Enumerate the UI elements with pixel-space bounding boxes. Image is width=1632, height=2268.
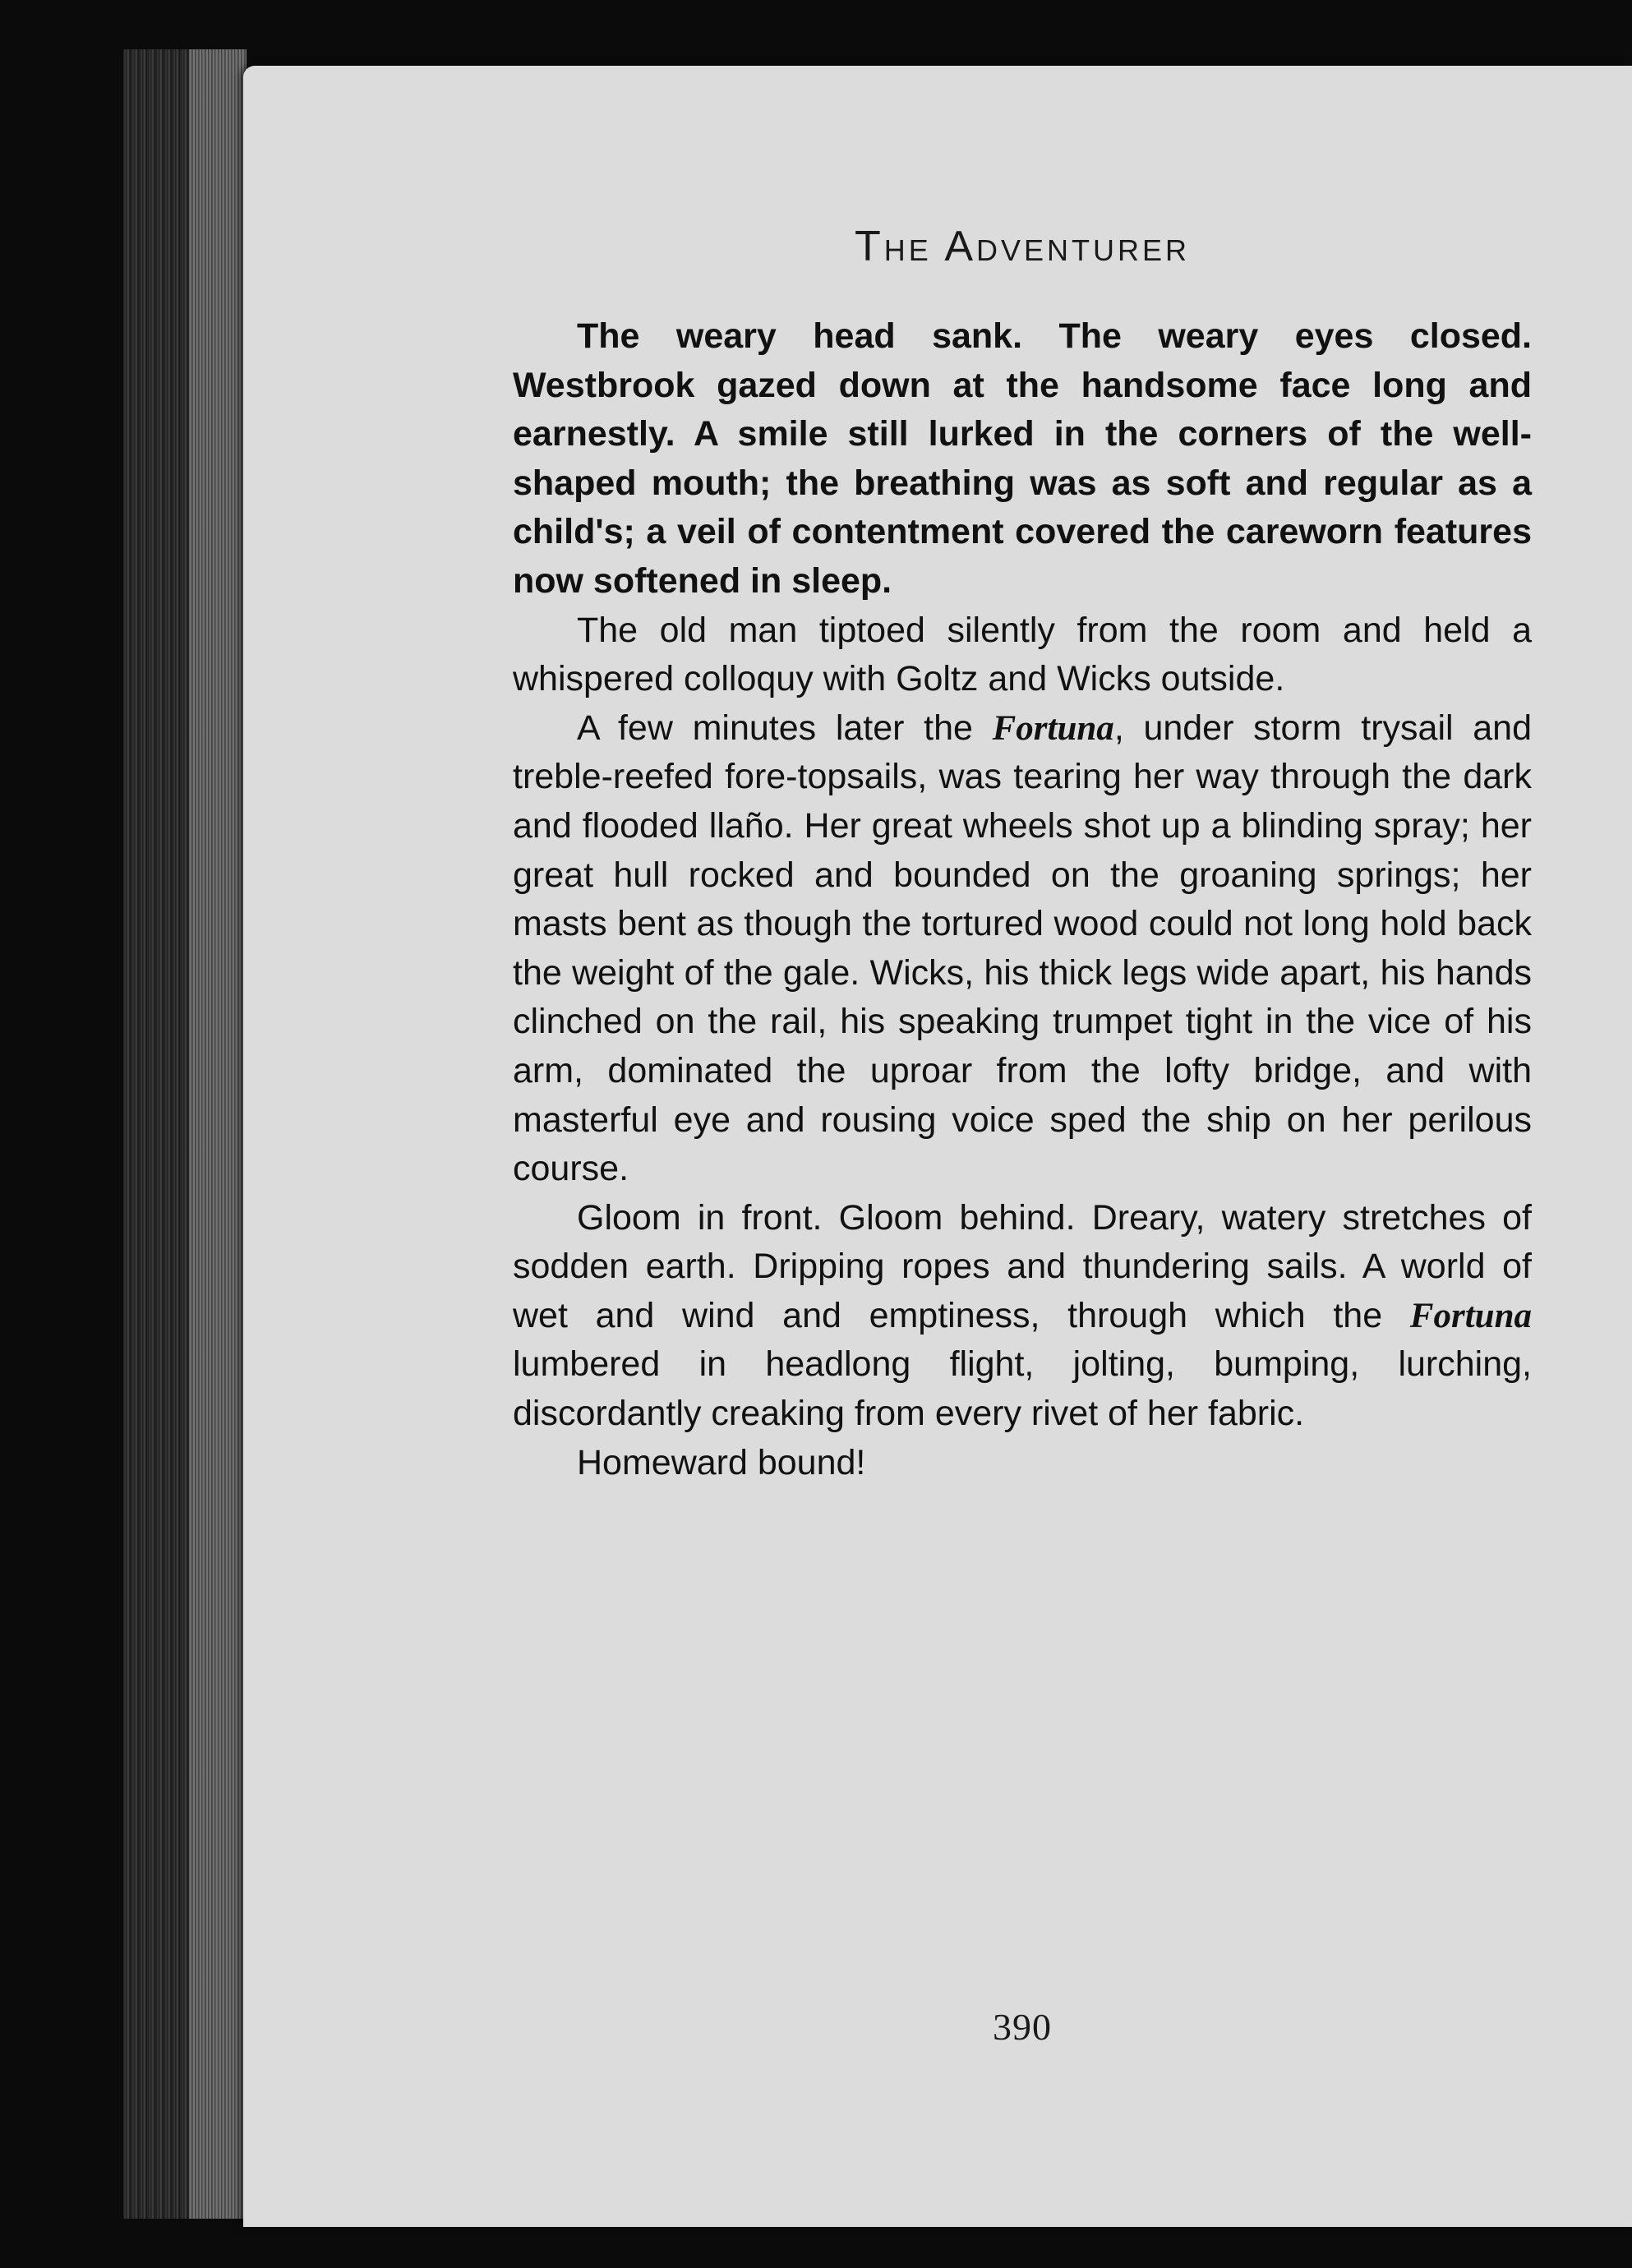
ship-name-italic: Fortuna bbox=[992, 708, 1114, 748]
paragraph-3-before: A few minutes later the bbox=[577, 708, 993, 748]
paragraph-3 bbox=[513, 704, 1532, 1194]
book-page bbox=[243, 66, 1632, 2227]
paragraph-3-after: , under storm trysail and treble-reefed fore-topsails, was tearing her way through the dark and flooded llaño. Her great wheels shot up a blinding spray; her great hull rocked and bounded on the groaning springs; her masts bent as though the tortured wood could not long hold back the weight of the gale. Wicks, his thick legs wide apart, his hands clinched on the rail, his speaking trumpet tight in the vice of his arm, dominated the uproar from the lofty bridge, and with masterful eye and rousing voice sped the ship on her perilous course. bbox=[513, 708, 1532, 1189]
book-page-edges bbox=[189, 49, 247, 2219]
paragraph-5: Homeward bound! bbox=[577, 1442, 866, 1482]
paragraph-1: The weary head sank. The weary eyes closed. Westbrook gazed down at the handsome face long and earnestly. A smile still lurked in the corners of the well-shaped mouth; the breathing was as soft and regular as a child's; a veil of contentment covered the careworn features now softened in sleep. bbox=[513, 316, 1532, 601]
paragraph-4 bbox=[513, 1194, 1532, 1439]
paragraph-4-before: Gloom in front. Gloom behind. Dreary, watery stretches of sodden earth. Dripping ropes and thundering sails. A world of wet and wind and emptiness, through which the bbox=[513, 1197, 1532, 1335]
body-text bbox=[513, 312, 1532, 1487]
running-head: The Adventurer bbox=[854, 223, 1191, 270]
ship-name-italic-2: Fortuna bbox=[1409, 1296, 1532, 1335]
paragraph-4-after: lumbered in headlong flight, jolting, bumping, lurching, discordantly creaking from every rivet of her fabric. bbox=[513, 1344, 1532, 1434]
page-number: 390 bbox=[993, 2006, 1052, 2048]
paragraph-2: The old man tiptoed silently from the room and held a whispered colloquy with Goltz and Wicks outside. bbox=[513, 610, 1532, 699]
